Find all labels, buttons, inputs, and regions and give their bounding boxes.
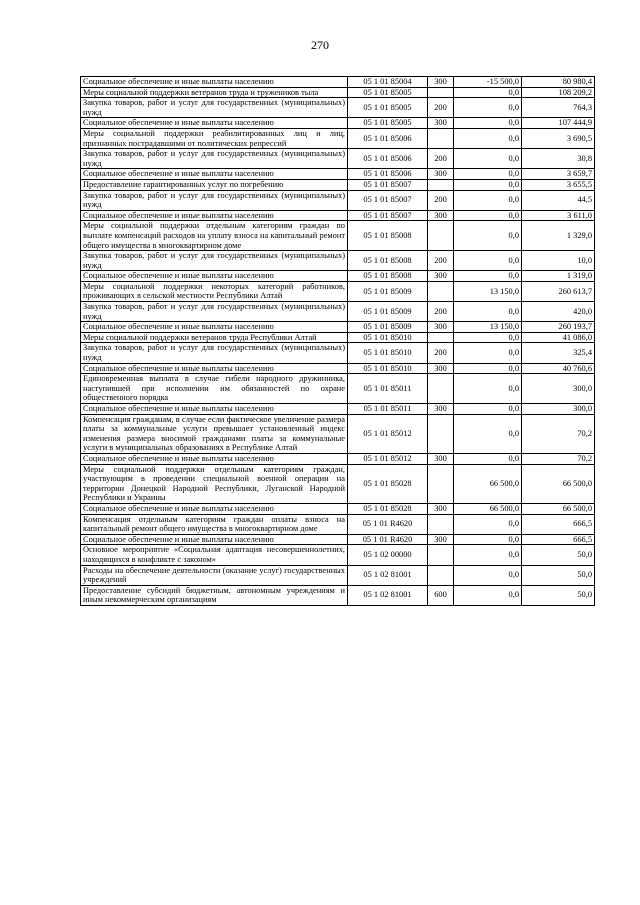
table-row	[81, 281, 595, 301]
change-amount-cell: 0,0	[454, 98, 522, 118]
expense-name-cell: Социальное обеспечение и иные выплаты населению	[81, 453, 348, 464]
target-code-cell: 05 1 01 85010	[348, 363, 428, 374]
expense-name-cell: Меры социальной поддержки реабилитированных лиц и лиц, признанных пострадавшими от политических репрессий	[81, 128, 348, 148]
change-amount-cell: 0,0	[454, 585, 522, 605]
expense-type-cell	[428, 545, 454, 565]
change-amount-cell: 0,0	[454, 404, 522, 415]
expense-type-cell: 300	[428, 322, 454, 333]
table-row	[81, 302, 595, 322]
expense-name-cell: Предоставление гарантированных услуг по погребению	[81, 179, 348, 190]
expense-type-cell	[428, 514, 454, 534]
expense-name-cell: Социальное обеспечение и иные выплаты населению	[81, 271, 348, 282]
expense-type-cell: 200	[428, 190, 454, 210]
total-amount-cell: 40 760,6	[522, 363, 595, 374]
expense-type-cell	[428, 565, 454, 585]
change-amount-cell: 0,0	[454, 332, 522, 343]
change-amount-cell: -15 500,0	[454, 77, 522, 88]
total-amount-cell: 300,0	[522, 404, 595, 415]
change-amount-cell: 0,0	[454, 251, 522, 271]
target-code-cell: 05 1 02 00000	[348, 545, 428, 565]
total-amount-cell: 666,5	[522, 534, 595, 545]
change-amount-cell: 0,0	[454, 179, 522, 190]
expense-type-cell: 300	[428, 453, 454, 464]
table-row	[81, 251, 595, 271]
change-amount-cell: 0,0	[454, 149, 522, 169]
change-amount-cell: 0,0	[454, 374, 522, 404]
expense-name-cell: Социальное обеспечение и иные выплаты населению	[81, 118, 348, 129]
budget-table-body	[81, 77, 595, 606]
expense-type-cell: 200	[428, 251, 454, 271]
expense-name-cell: Меры социальной поддержки отдельным категориям граждан, участвующим в проведении специальной военной операции на территории Донецкой Народной Республики, Луганской Народной Республики и Украины	[81, 464, 348, 503]
expense-type-cell: 200	[428, 302, 454, 322]
target-code-cell: 05 1 01 85011	[348, 374, 428, 404]
total-amount-cell: 1 329,0	[522, 221, 595, 251]
target-code-cell: 05 1 01 85005	[348, 87, 428, 98]
total-amount-cell: 50,0	[522, 565, 595, 585]
target-code-cell: 05 1 02 81001	[348, 585, 428, 605]
total-amount-cell: 325,4	[522, 343, 595, 363]
total-amount-cell: 66 500,0	[522, 464, 595, 503]
table-row	[81, 565, 595, 585]
table-row	[81, 322, 595, 333]
expense-name-cell: Закупка товаров, работ и услуг для государственных (муниципальных) нужд	[81, 98, 348, 118]
change-amount-cell: 0,0	[454, 534, 522, 545]
table-row	[81, 585, 595, 605]
target-code-cell: 05 1 01 85005	[348, 98, 428, 118]
change-amount-cell: 0,0	[454, 169, 522, 180]
target-code-cell: 05 1 01 85010	[348, 332, 428, 343]
target-code-cell: 05 1 01 85006	[348, 149, 428, 169]
change-amount-cell: 0,0	[454, 271, 522, 282]
table-row	[81, 190, 595, 210]
table-row	[81, 464, 595, 503]
expense-name-cell: Социальное обеспечение и иные выплаты населению	[81, 210, 348, 221]
expense-type-cell	[428, 464, 454, 503]
total-amount-cell: 44,5	[522, 190, 595, 210]
change-amount-cell: 0,0	[454, 128, 522, 148]
expense-type-cell: 300	[428, 503, 454, 514]
change-amount-cell: 0,0	[454, 414, 522, 453]
change-amount-cell: 13 150,0	[454, 322, 522, 333]
change-amount-cell: 0,0	[454, 221, 522, 251]
total-amount-cell: 300,0	[522, 374, 595, 404]
table-row	[81, 404, 595, 415]
expense-name-cell: Меры социальной поддержки ветеранов труда и тружеников тыла	[81, 87, 348, 98]
target-code-cell: 05 1 01 85007	[348, 179, 428, 190]
table-row	[81, 503, 595, 514]
target-code-cell: 05 1 01 85028	[348, 503, 428, 514]
total-amount-cell: 30,8	[522, 149, 595, 169]
total-amount-cell: 108 209,2	[522, 87, 595, 98]
target-code-cell: 05 1 01 85007	[348, 190, 428, 210]
expense-type-cell: 300	[428, 118, 454, 129]
expense-name-cell: Закупка товаров, работ и услуг для государственных (муниципальных) нужд	[81, 251, 348, 271]
expense-type-cell: 200	[428, 343, 454, 363]
expense-name-cell: Основное мероприятие «Социальная адаптация несовершеннолетних, находящихся в конфликте с законом»	[81, 545, 348, 565]
total-amount-cell: 107 444,9	[522, 118, 595, 129]
expense-type-cell: 300	[428, 271, 454, 282]
target-code-cell: 05 1 01 85004	[348, 77, 428, 88]
table-row	[81, 221, 595, 251]
expense-type-cell: 300	[428, 404, 454, 415]
target-code-cell: 05 1 01 85008	[348, 271, 428, 282]
change-amount-cell: 66 500,0	[454, 464, 522, 503]
table-row	[81, 210, 595, 221]
table-row	[81, 169, 595, 180]
expense-name-cell: Меры социальной поддержки ветеранов труда Республики Алтай	[81, 332, 348, 343]
change-amount-cell: 0,0	[454, 545, 522, 565]
target-code-cell: 05 1 01 85012	[348, 453, 428, 464]
expense-name-cell: Закупка товаров, работ и услуг для государственных (муниципальных) нужд	[81, 149, 348, 169]
expense-name-cell: Закупка товаров, работ и услуг для государственных (муниципальных) нужд	[81, 302, 348, 322]
expense-type-cell: 600	[428, 585, 454, 605]
table-row	[81, 343, 595, 363]
expense-type-cell	[428, 332, 454, 343]
target-code-cell: 05 1 01 85006	[348, 169, 428, 180]
total-amount-cell: 3 655,5	[522, 179, 595, 190]
target-code-cell: 05 1 01 R4620	[348, 534, 428, 545]
expense-name-cell: Социальное обеспечение и иные выплаты населению	[81, 363, 348, 374]
total-amount-cell: 66 500,0	[522, 503, 595, 514]
expense-type-cell	[428, 221, 454, 251]
table-row	[81, 363, 595, 374]
expense-name-cell: Закупка товаров, работ и услуг для государственных (муниципальных) нужд	[81, 343, 348, 363]
expense-name-cell: Социальное обеспечение и иные выплаты населению	[81, 322, 348, 333]
expense-name-cell: Компенсация гражданам, в случае если фактическое увеличение размера платы за коммунальные услуги превышает установленный индекс изменения размера вносимой гражданами платы за коммунальные услуги в муниципальных образованиях в Республике Алтай	[81, 414, 348, 453]
change-amount-cell: 66 500,0	[454, 503, 522, 514]
expense-type-cell: 300	[428, 534, 454, 545]
expense-name-cell: Предоставление субсидий бюджетным, автономным учреждениям и иным некоммерческим организациям	[81, 585, 348, 605]
total-amount-cell: 420,0	[522, 302, 595, 322]
total-amount-cell: 70,2	[522, 453, 595, 464]
table-row	[81, 534, 595, 545]
total-amount-cell: 3 611,0	[522, 210, 595, 221]
page-number: 270	[311, 38, 329, 52]
change-amount-cell: 0,0	[454, 118, 522, 129]
table-row	[81, 414, 595, 453]
table-row	[81, 98, 595, 118]
table-row	[81, 271, 595, 282]
change-amount-cell: 0,0	[454, 514, 522, 534]
target-code-cell: 05 1 01 85008	[348, 251, 428, 271]
change-amount-cell: 0,0	[454, 190, 522, 210]
total-amount-cell: 70,2	[522, 414, 595, 453]
total-amount-cell: 41 086,0	[522, 332, 595, 343]
total-amount-cell: 260 193,7	[522, 322, 595, 333]
change-amount-cell: 0,0	[454, 302, 522, 322]
expense-name-cell: Социальное обеспечение и иные выплаты населению	[81, 404, 348, 415]
expense-name-cell: Меры социальной поддержки некоторых категорий работников, проживающих в сельской местности Республики Алтай	[81, 281, 348, 301]
total-amount-cell: 80 980,4	[522, 77, 595, 88]
expense-name-cell: Социальное обеспечение и иные выплаты населению	[81, 77, 348, 88]
target-code-cell: 05 1 01 85011	[348, 404, 428, 415]
expense-type-cell	[428, 374, 454, 404]
table-row	[81, 453, 595, 464]
expense-name-cell: Расходы на обеспечение деятельности (оказание услуг) государственных учреждений	[81, 565, 348, 585]
table-row	[81, 87, 595, 98]
table-row	[81, 374, 595, 404]
expense-type-cell: 300	[428, 77, 454, 88]
expense-type-cell: 200	[428, 98, 454, 118]
table-row	[81, 128, 595, 148]
total-amount-cell: 3 690,5	[522, 128, 595, 148]
total-amount-cell: 10,0	[522, 251, 595, 271]
expense-name-cell: Меры социальной поддержки отдельным категориям граждан по выплате компенсаций расходов на уплату взноса на капитальный ремонт общего имущества в многоквартирном доме	[81, 221, 348, 251]
total-amount-cell: 3 659,7	[522, 169, 595, 180]
change-amount-cell: 0,0	[454, 210, 522, 221]
target-code-cell: 05 1 01 85009	[348, 322, 428, 333]
expense-name-cell: Социальное обеспечение и иные выплаты населению	[81, 503, 348, 514]
expense-type-cell	[428, 414, 454, 453]
target-code-cell: 05 1 01 85010	[348, 343, 428, 363]
table-row	[81, 77, 595, 88]
total-amount-cell: 666,5	[522, 514, 595, 534]
total-amount-cell: 764,3	[522, 98, 595, 118]
change-amount-cell: 0,0	[454, 565, 522, 585]
target-code-cell: 05 1 02 81001	[348, 565, 428, 585]
total-amount-cell: 50,0	[522, 585, 595, 605]
target-code-cell: 05 1 01 85005	[348, 118, 428, 129]
expense-type-cell: 200	[428, 149, 454, 169]
table-row	[81, 332, 595, 343]
expense-name-cell: Социальное обеспечение и иные выплаты населению	[81, 169, 348, 180]
target-code-cell: 05 1 01 85007	[348, 210, 428, 221]
table-row	[81, 514, 595, 534]
expense-name-cell: Компенсация отдельным категориям граждан оплаты взноса на капитальный ремонт общего имущества в многоквартирном доме	[81, 514, 348, 534]
target-code-cell: 05 1 01 R4620	[348, 514, 428, 534]
total-amount-cell: 1 319,0	[522, 271, 595, 282]
expense-name-cell: Закупка товаров, работ и услуг для государственных (муниципальных) нужд	[81, 190, 348, 210]
target-code-cell: 05 1 01 85008	[348, 221, 428, 251]
expense-type-cell	[428, 87, 454, 98]
table-row	[81, 118, 595, 129]
target-code-cell: 05 1 01 85009	[348, 302, 428, 322]
change-amount-cell: 0,0	[454, 453, 522, 464]
table-row	[81, 545, 595, 565]
expense-type-cell: 300	[428, 210, 454, 221]
expense-name-cell: Социальное обеспечение и иные выплаты населению	[81, 534, 348, 545]
change-amount-cell: 0,0	[454, 363, 522, 374]
change-amount-cell: 0,0	[454, 343, 522, 363]
target-code-cell: 05 1 01 85012	[348, 414, 428, 453]
expense-type-cell	[428, 281, 454, 301]
change-amount-cell: 0,0	[454, 87, 522, 98]
target-code-cell: 05 1 01 85006	[348, 128, 428, 148]
table-row	[81, 179, 595, 190]
budget-table	[80, 76, 595, 606]
total-amount-cell: 50,0	[522, 545, 595, 565]
expense-type-cell: 300	[428, 169, 454, 180]
expense-type-cell	[428, 128, 454, 148]
total-amount-cell: 260 613,7	[522, 281, 595, 301]
expense-name-cell: Единовременная выплата в случае гибели народного дружинника, наступившей при исполнении им обязанностей по охране общественного порядка	[81, 374, 348, 404]
expense-type-cell	[428, 179, 454, 190]
change-amount-cell: 13 150,0	[454, 281, 522, 301]
table-row	[81, 149, 595, 169]
expense-type-cell: 300	[428, 363, 454, 374]
target-code-cell: 05 1 01 85028	[348, 464, 428, 503]
target-code-cell: 05 1 01 85009	[348, 281, 428, 301]
